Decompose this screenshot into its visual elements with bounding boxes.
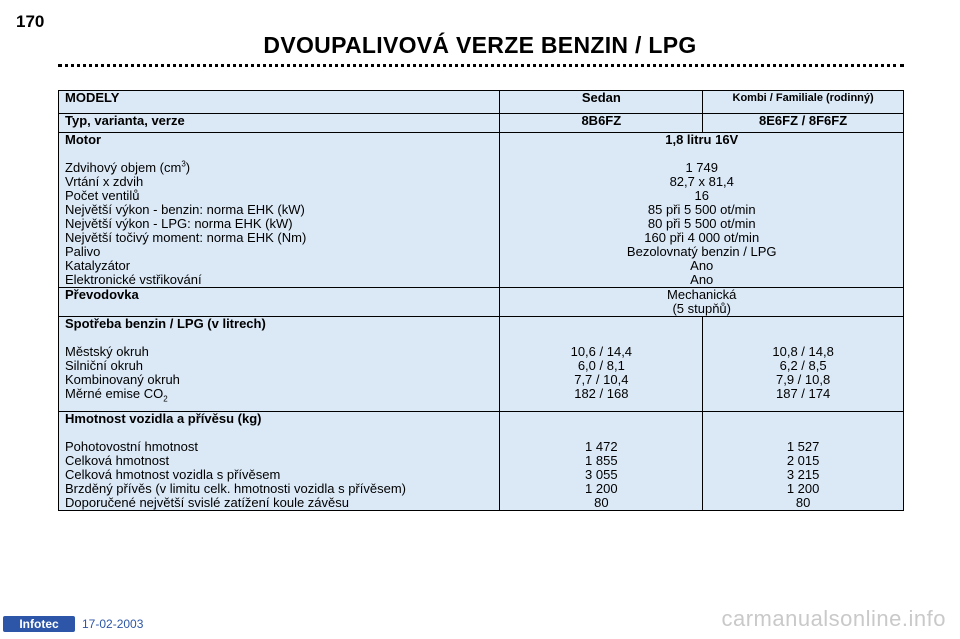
motor-row-value: Ano (690, 258, 714, 273)
weight-sedan-value: 1 200 (585, 481, 618, 496)
motor-row-label: Elektronické vstřikování (65, 272, 202, 287)
type-kombi: 8E6FZ / 8F6FZ (703, 114, 904, 133)
weight-kombi-value: 80 (795, 495, 811, 510)
weight-sedan-value: 3 055 (585, 467, 618, 482)
consumption-sedan-value: 7,7 / 10,4 (574, 372, 629, 387)
weight-sedan-value: 1 855 (585, 453, 618, 468)
weight-section (59, 412, 904, 511)
consumption-sedan-value: 6,0 / 8,1 (577, 358, 625, 373)
consumption-row-label: Městský okruh (65, 344, 149, 359)
consumption-title: Spotřeba benzin / LPG (v litrech) (65, 316, 266, 331)
motor-row-label: Vrtání x zdvih (65, 174, 144, 189)
displacement-value: 1 749 (685, 160, 718, 175)
consumption-labels (59, 317, 500, 412)
consumption-kombi-value: 10,8 / 14,8 (772, 344, 834, 359)
watermark: carmanualsonline.info (721, 606, 946, 631)
weight-row-label: Brzděný přívěs (v limitu celk. hmotnosti vozidla s přívěsem) (65, 481, 406, 496)
weight-kombi-value: 3 215 (786, 467, 820, 482)
weight-labels (59, 412, 500, 511)
table-header-row (59, 91, 904, 114)
weight-kombi-value: 1 527 (786, 439, 820, 454)
header-kombi: Kombi / Familiale (rodinný) (703, 91, 904, 114)
motor-row-label: Největší točivý moment: norma EHK (Nm) (65, 230, 307, 245)
consumption-sedan-value: 10,6 / 14,4 (570, 344, 633, 359)
footer-date: 17-02-2003 (82, 617, 144, 631)
weight-row-label: Celková hmotnost vozidla s přívěsem (65, 467, 281, 482)
weight-kombi-value: 2 015 (786, 453, 820, 468)
motor-labels (59, 133, 500, 288)
weight-sedan-value: 80 (594, 495, 609, 510)
consumption-row-label: Silniční okruh (65, 358, 144, 373)
weight-sedan (500, 412, 703, 511)
consumption-sedan (500, 317, 703, 412)
header-sedan: Sedan (500, 91, 703, 114)
motor-row-value: 160 při 4 000 ot/min (644, 230, 760, 245)
spec-table (58, 90, 904, 511)
weight-row-label: Celková hmotnost (65, 453, 170, 468)
motor-row-value: 80 při 5 500 ot/min (647, 216, 756, 231)
motor-value: 1,8 litru 16V (665, 132, 739, 147)
consumption-section (59, 317, 904, 412)
weight-kombi (703, 412, 904, 511)
displacement-label: Zdvihový objem $(cm^3)$ (65, 159, 191, 175)
consumption-kombi (703, 317, 904, 412)
gearbox-value: Mechanická (667, 287, 737, 302)
motor-row-value: Bezolovnatý benzin / LPG (626, 244, 777, 259)
type-label: Typ, varianta, verze (59, 114, 500, 133)
weight-kombi-value: 1 200 (786, 481, 820, 496)
motor-row-label: Největší výkon - LPG: norma EHK (kW) (65, 216, 293, 231)
motor-values (500, 133, 904, 288)
motor-row-value: 16 (694, 188, 709, 203)
gearbox-title: Převodovka (65, 287, 139, 302)
page-title: DVOUPALIVOVÁ VERZE BENZIN / LPG (263, 32, 697, 58)
weight-row-label: Doporučené největší svislé zatížení koule závěsu (65, 495, 349, 510)
weight-title: Hmotnost vozidla a přívěsu (kg) (65, 411, 262, 426)
motor-row-label: Palivo (65, 244, 101, 259)
infotec-logo: Infotec (3, 616, 75, 632)
dotted-divider (58, 64, 904, 67)
motor-row-value: 82,7 x 81,4 (669, 174, 734, 189)
motor-row-label: Počet ventilů (65, 188, 140, 203)
weight-sedan-value: 1 472 (585, 439, 618, 454)
gearbox-value-detail: (5 stupňů) (672, 301, 731, 316)
weight-row-label: Pohotovostní hmotnost (65, 439, 198, 454)
co2-label: Měrné emise $CO_2$ (65, 386, 168, 404)
consumption-kombi-value: 6,2 / 8,5 (779, 358, 827, 373)
page-number: 170 (16, 12, 45, 31)
motor-row-label: Největší výkon - benzin: norma EHK (kW) (65, 202, 305, 217)
motor-title: Motor (65, 132, 102, 147)
motor-row-label: Katalyzátor (65, 258, 131, 273)
co2-sedan-value: 182 / 168 (574, 386, 629, 401)
consumption-row-label: Kombinovaný okruh (65, 372, 180, 387)
gearbox-label-cell (59, 288, 500, 317)
consumption-kombi-value: 7,9 / 10,8 (775, 372, 831, 387)
type-row (59, 114, 904, 133)
gearbox-section (59, 288, 904, 317)
co2-kombi-value: 187 / 174 (775, 386, 831, 401)
type-sedan: 8B6FZ (500, 114, 703, 133)
motor-row-value: 85 při 5 500 ot/min (647, 202, 756, 217)
motor-section (59, 133, 904, 288)
gearbox-value-cell (500, 288, 904, 317)
motor-row-value: Ano (690, 272, 714, 287)
header-models-label: MODELY (59, 91, 500, 114)
